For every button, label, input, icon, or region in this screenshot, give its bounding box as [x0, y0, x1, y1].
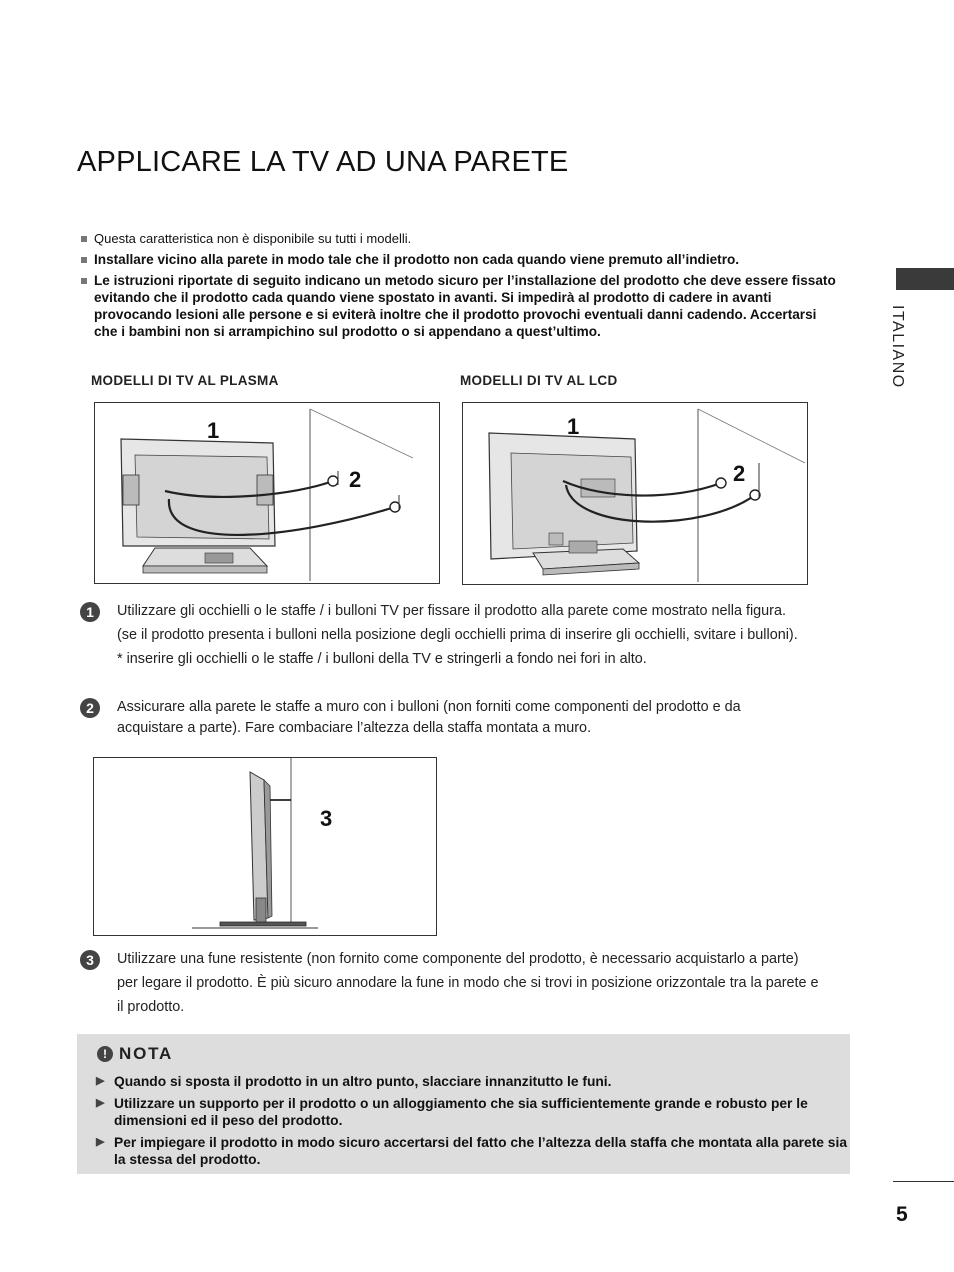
step-1-text — [117, 599, 877, 671]
note-list — [96, 1073, 848, 1173]
plasma-models-label: MODELLI DI TV AL PLASMA — [91, 373, 279, 388]
arrow-right-icon: ▶ — [96, 1097, 105, 1109]
lcd-wall-mount-figure — [462, 402, 808, 585]
side-language-tab — [896, 268, 954, 290]
bullet-item: Installare vicino alla parete in modo tale che il prodotto non cada quando viene premuto all’indietro. — [78, 251, 838, 268]
step-1-line: (se il prodotto presenta i bulloni nella posizione degli occhielli prima di inserire gli occhielli, svitare i bulloni). — [117, 627, 798, 643]
lcd-models-label: MODELLI DI TV AL LCD — [460, 373, 618, 388]
lcd-callout-2: 2 — [733, 461, 746, 486]
side-view-rope-figure — [93, 757, 437, 936]
note-item — [96, 1134, 848, 1168]
bullet-item: Questa caratteristica non è disponibile su tutti i modelli. — [78, 230, 838, 247]
step-2-number: 2 — [80, 698, 100, 718]
lcd-callout-1: 1 — [567, 414, 580, 439]
side-language-text: ITALIANO — [889, 305, 906, 389]
note-item — [96, 1095, 848, 1129]
intro-bullet-list — [78, 230, 838, 344]
page-number: 5 — [896, 1203, 908, 1226]
exclamation-icon: ! — [97, 1046, 113, 1062]
step-3-number: 3 — [80, 950, 100, 970]
step-1-line: Utilizzare gli occhielli o le staffe / i bulloni TV per fissare il prodotto alla parete come mostrato nella figura. — [117, 603, 786, 619]
footer-divider — [893, 1181, 954, 1182]
side-language-label — [888, 305, 928, 405]
step-1-number: 1 — [80, 602, 100, 622]
note-item — [96, 1073, 848, 1090]
side-view-illustration — [94, 758, 436, 935]
lcd-illustration — [463, 403, 807, 584]
arrow-right-icon: ▶ — [96, 1075, 105, 1087]
step-3-text — [117, 947, 877, 1019]
note-item-text: Quando si sposta il prodotto in un altro punto, slacciare innanzitutto le funi. — [114, 1074, 612, 1089]
plasma-wall-mount-figure — [94, 402, 440, 584]
step-3-line: il prodotto. — [117, 999, 185, 1015]
note-item-text: Per impiegare il prodotto in modo sicuro accertarsi del fatto che l’altezza della staffa che montata alla parete sia la stessa del prodotto. — [114, 1135, 847, 1167]
note-header — [97, 1044, 173, 1064]
plasma-callout-1: 1 — [207, 418, 220, 443]
step-2-line: acquistare a parte). Fare combaciare l’altezza della staffa montata a muro. — [117, 720, 592, 736]
plasma-callout-2: 2 — [349, 467, 362, 492]
note-title: NOTA — [119, 1044, 174, 1063]
side-view-callout-3: 3 — [320, 806, 333, 831]
step-3-line: Utilizzare una fune resistente (non fornito come componente del prodotto, è necessario acquistarlo a parte) — [117, 951, 799, 967]
note-item-text: Utilizzare un supporto per il prodotto o un alloggiamento che sia sufficientemente grande e robusto per le dimensioni ed il peso del prodotto. — [114, 1096, 808, 1128]
plasma-illustration — [95, 403, 439, 583]
page-title: APPLICARE LA TV AD UNA PARETE — [77, 146, 569, 178]
bullet-item: Le istruzioni riportate di seguito indicano un metodo sicuro per l’installazione del prodotto che deve essere fissato evitando che il prodotto cada quando viene spostato in avanti. Si impedirà al prodotto di cadere in avanti provocando lesioni alle persone e si eviterà inoltre che il prodotto provochi eventuali danni cadendo. Accertarsi che i bambini non si arrampichino sul prodotto o si appendano a quest’ultimo. — [78, 272, 838, 340]
arrow-right-icon: ▶ — [96, 1136, 105, 1148]
note-box — [77, 1034, 850, 1174]
step-2-line: Assicurare alla parete le staffe a muro con i bulloni (non forniti come componenti del prodotto e da — [117, 699, 741, 715]
step-2-text — [117, 697, 877, 739]
step-1-line: * inserire gli occhielli o le staffe / i bulloni della TV e stringerli a fondo nei fori in alto. — [117, 651, 647, 667]
step-3-line: per legare il prodotto. È più sicuro annodare la fune in modo che si trovi in posizione orizzontale tra la parete e — [117, 975, 819, 991]
